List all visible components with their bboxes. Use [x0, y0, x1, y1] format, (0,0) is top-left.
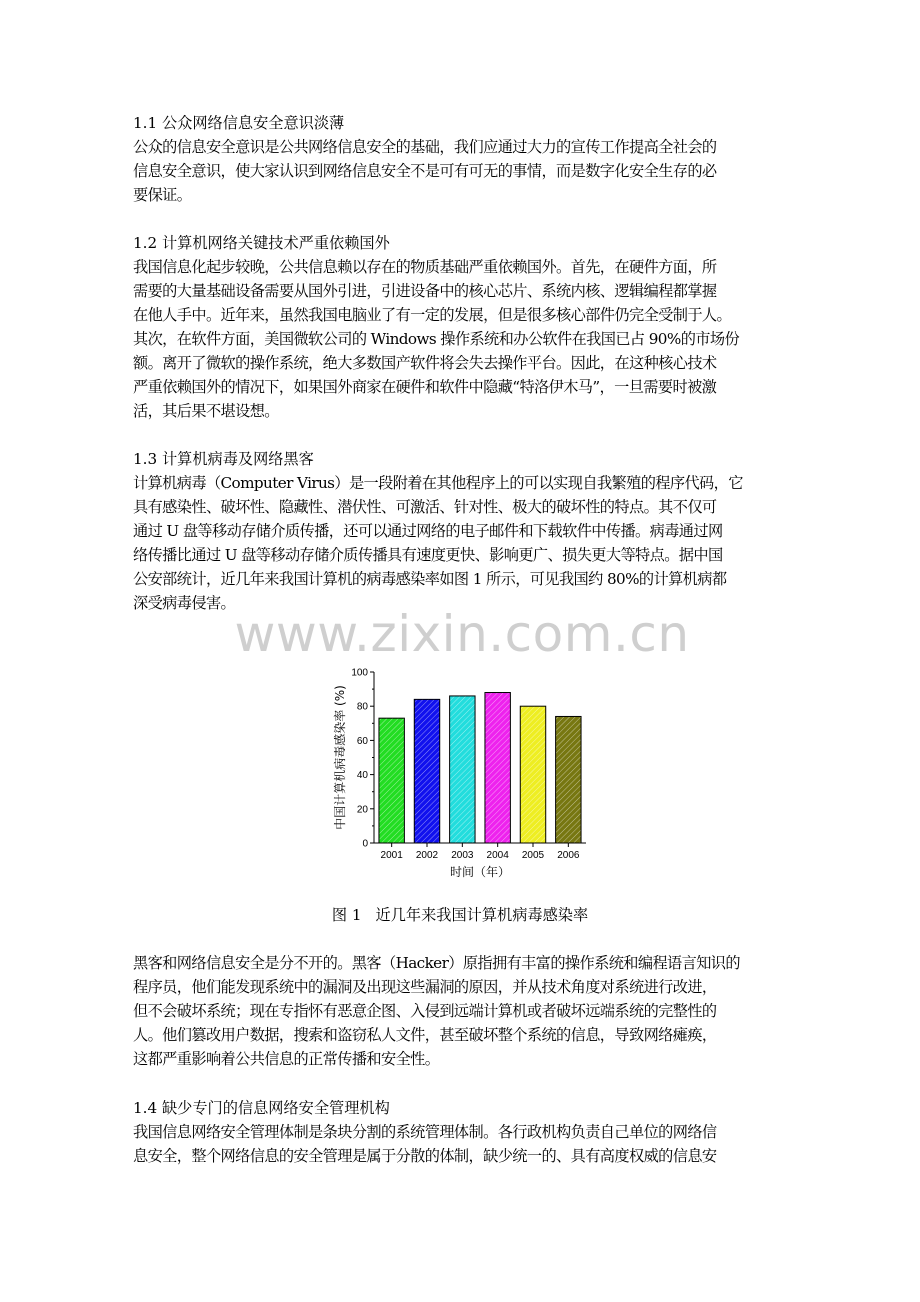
paragraph [133, 135, 801, 207]
section-heading: 1.3 计算机病毒及网络黑客 [133, 450, 314, 468]
text-line: 其次，在软件方面，美国微软公司的 Windows 操作系统和办公软件在我国已占 90%的市场份 [133, 330, 740, 348]
y-tick-label: 0 [362, 838, 368, 850]
y-tick-label: 60 [356, 735, 368, 747]
bar-2006 [556, 716, 581, 843]
bar-chart [330, 662, 592, 884]
text-line: 需要的大量基础设备需要从国外引进，引进设备中的核心芯片、系统内核、逻辑编程都掌握 [133, 282, 717, 300]
figure-caption-text: 近几年来我国计算机病毒感染率 [375, 906, 589, 924]
text-line: 深受病毒侵害。 [133, 594, 236, 612]
text-line: 络传播比通过 U 盘等移动存储介质传播具有速度更快、影响更广、损失更大等特点。据中国 [133, 546, 723, 564]
watermark: www.zixin.com.cn [234, 605, 690, 663]
section-heading: 1.2 计算机网络关键技术严重依赖国外 [133, 234, 390, 252]
text-line: 人。他们篡改用户数据，搜索和盗窃私人文件，甚至破坏整个系统的信息，导致网络瘫痪， [133, 1026, 717, 1044]
x-tick-label: 2004 [486, 850, 509, 861]
text-line: 通过 U 盘等移动存储介质传播，还可以通过网络的电子邮件和下载软件中传播。病毒通过网 [133, 522, 723, 540]
text-line: 要保证。 [133, 186, 192, 204]
text-line: 这都严重影响着公共信息的正常传播和安全性。 [133, 1050, 440, 1068]
text-line: 公安部统计，近几年来我国计算机的病毒感染率如图 1 所示，可见我国约 80%的计算机病都 [133, 570, 727, 588]
text-line: 公众的信息安全意识是公共网络信息安全的基础，我们应通过大力的宣传工作提高全社会的 [133, 138, 717, 156]
section-1-1 [133, 111, 801, 207]
section-1-3 [133, 447, 801, 615]
text-line: 在他人手中。近年来，虽然我国电脑业了有一定的发展，但是很多核心部件仍完全受制于人。 [133, 306, 732, 324]
section-heading: 1.1 公众网络信息安全意识淡薄 [133, 114, 345, 132]
paragraph [133, 255, 801, 423]
y-tick-label: 80 [356, 701, 368, 713]
hacker-paragraph [133, 951, 801, 1071]
text-line: 具有感染性、破坏性、隐藏性、潜伏性、可激活、针对性、极大的破坏性的特点。其不仅可 [133, 498, 717, 516]
text-line: 信息安全意识，使大家认识到网络信息安全不是可有可无的事情，而是数字化安全生存的必 [133, 162, 717, 180]
text-line: 活，其后果不堪设想。 [133, 402, 279, 420]
section-1-4 [133, 1096, 801, 1168]
x-tick-label: 2003 [451, 850, 474, 861]
bar-2002 [414, 699, 439, 843]
y-tick-label: 20 [356, 804, 368, 816]
x-tick-label: 2001 [380, 850, 403, 861]
text-line: 息安全，整个网络信息的安全管理是属于分散的体制，缺少统一的、具有高度权威的信息安 [133, 1147, 717, 1165]
x-axis-title: 时间（年） [449, 865, 511, 879]
text-line: 额。离开了微软的操作系统，绝大多数国产软件将会失去操作平台。因此，在这种核心技术 [133, 354, 717, 372]
text-line: 我国信息化起步较晚，公共信息赖以存在的物质基础严重依赖国外。首先，在硬件方面，所 [133, 258, 717, 276]
bar-2004 [485, 693, 510, 843]
text-line: 黑客和网络信息安全是分不开的。黑客（Hacker）原指拥有丰富的操作系统和编程语言知识的 [133, 954, 740, 972]
text-line: 但不会破坏系统；现在专指怀有恶意企图、入侵到远端计算机或者破坏远端系统的完整性的 [133, 1002, 717, 1020]
section-heading: 1.4 缺少专门的信息网络安全管理机构 [133, 1099, 390, 1117]
figure-number: 图 1 [331, 906, 362, 924]
y-tick-label: 40 [356, 770, 368, 782]
bar-2003 [450, 696, 475, 843]
x-tick-label: 2002 [415, 850, 439, 861]
paragraph [133, 951, 801, 1071]
section-1-2 [133, 231, 801, 423]
y-axis-title: 中国计算机病毒感染率 (%) [333, 685, 347, 830]
text-line: 严重依赖国外的情况下，如果国外商家在硬件和软件中隐藏“特洛伊木马”，一旦需要时被激 [133, 378, 717, 396]
bar-2001 [379, 718, 404, 843]
x-tick-label: 2006 [557, 850, 580, 861]
text-line: 程序员，他们能发现系统中的漏洞及出现这些漏洞的原因，并从技术角度对系统进行改进， [133, 978, 717, 996]
paragraph [133, 471, 801, 615]
text-line: 计算机病毒（Computer Virus）是一段附着在其他程序上的可以实现自我繁殖的程序代码，它 [133, 474, 743, 492]
paragraph [133, 1120, 801, 1168]
figure-caption [0, 903, 920, 927]
bar-2005 [520, 706, 545, 843]
y-tick-label: 100 [351, 667, 368, 679]
text-line: 我国信息网络安全管理体制是条块分割的系统管理体制。各行政机构负责自己单位的网络信 [133, 1123, 717, 1141]
x-tick-label: 2005 [521, 850, 545, 861]
infection-rate-chart [330, 662, 592, 884]
